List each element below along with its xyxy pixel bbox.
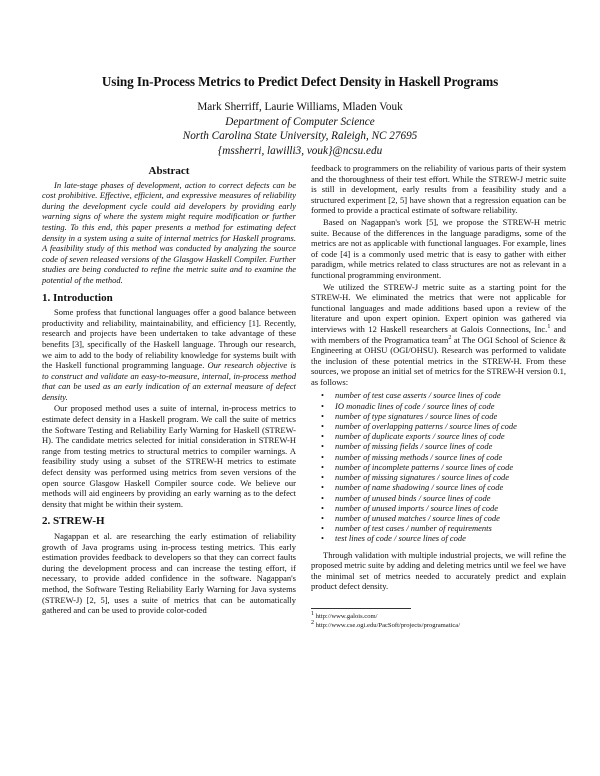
metrics-list [311,390,566,543]
list-item [321,523,566,533]
list-item [321,390,566,400]
bullet: • [321,421,324,432]
abstract-heading: Abstract [148,165,190,177]
list-item [321,493,566,503]
author-emails: {mssherri, lawilli3, vouk}@ncsu.edu [217,144,383,157]
bullet: • [321,533,324,544]
intro-p1-text: Some profess that functional languages offer a good balance between productivity and reliability, maintainability, and efficiency [1]. Recently, research and projects have been undertaken to take advantage of these benefits [3], specifically of the Haskell language. Through our research, we aim to add to the body of reliability knowledge for systems built with the Haskell functional programming language. [42,307,296,371]
list-item [321,533,566,543]
metric-text: number of missing fields / source lines of code [335,441,493,452]
footnote-ref-2: 2 [448,334,452,341]
footnote-mark: 2 [311,620,314,627]
p3-text-c: at The OGI School of Science & Engineering at OHSU (OGI/OHSU). Research was performed to validate the inclusion of these potential metrics in the STREW-H. From these sources, we propose an initial set of metrics for the STREW-H version 0.1, as follows: [311,334,566,387]
metric-text: number of unused binds / source lines of code [335,492,491,503]
bullet: • [321,410,324,421]
list-item [321,441,566,451]
list-item [321,431,566,441]
footnote-1 [311,610,566,621]
paper-title: Using In-Process Metrics to Predict Defect Density in Haskell Programs [101,74,499,89]
metric-text: number of test case asserts / source lines of code [335,390,501,401]
list-item [321,421,566,431]
p3-text-a: We utilized the STREW-J metric suite as a starting point for the STREW-H. We eliminated the metrics that were not applicable for functional languages and made additions based upon a review of the literature and upon expert opinion. Expert opinion was gathered via interviews with 12 Haskell researchers at Galois Connections, Inc. [311,281,566,334]
university: North Carolina State University, Raleigh, NC 27695 [182,130,418,142]
bullet: • [321,502,324,513]
strewh-paragraph-3 [311,282,566,388]
intro-paragraph-1 [42,307,296,402]
bullet: • [321,472,324,483]
list-item [321,401,566,411]
author-block [0,100,600,158]
footnote-mark: 1 [311,610,314,617]
intro-paragraph-2: Our proposed method uses a suite of internal, in-process metrics to estimate defect density in a Haskell program. We call the suite of metrics the Software Testing and Reliability Early Warning for Haskell (STREW-H). The candidate metrics selected for initial consideration in STREW-H range from testing metrics to structural metrics to compiler warnings. A feasibility study using a subset of the STREW-H metrics to estimate defect density was performed using metrics from seven versions of the open source Glasgow Haskell Compiler source code. We believe our methods will aid engineers by providing an early warning as to the defect density that might be within their system. [42,403,296,509]
metric-text: number of missing signatures / source lines of code [335,472,510,483]
abstract-text: In late-stage phases of development, action to correct defects can be cost prohibitive. Effective, efficient, and expressive measures of reliability during the development cycle could aid developers by providing early warning signs of where the system might require modification or further testing. To this end, this paper presents a method for estimating defect density in a system using a suite of internal metrics for Haskell programs. A feasibility study of this method was conducted by analyzing the source code of seven released versions of the Glasgow Haskell Compiler. Further studies are being conducted to refine the metric suite and to examine the potential of the method. [42,179,296,285]
footnote-url: http://www.galois.com/ [314,612,378,620]
author-names: Mark Sherriff, Laurie Williams, Mladen Vouk [197,101,403,113]
bullet: • [321,431,324,442]
bullet: • [321,441,324,452]
introduction-heading: 1. Introduction [42,291,113,304]
bullet: • [321,512,324,523]
bullet: • [321,523,324,534]
department: Department of Computer Science [225,115,375,128]
metric-text: number of missing methods / source lines of code [335,451,503,462]
metric-text: number of unused matches / source lines of code [335,512,500,523]
metric-text: test lines of code / source lines of code [335,533,466,544]
bullet: • [321,482,324,493]
bullet: • [321,451,324,462]
footnote-ref-1: 1 [547,324,551,331]
list-item [321,513,566,523]
strewh-paragraph-4: Through validation with multiple industrial projects, we will refine the proposed metric suite by adding and deleting metrics until we feel we have the minimal set of metrics needed to accurately predict and explain product defect density. [311,549,566,592]
list-item [321,482,566,492]
footnote-divider [311,608,411,609]
right-column [311,163,566,632]
metric-text: IO monadic lines of code / source lines of code [335,400,495,411]
p3-text-b: and with members of the Programatica team [311,323,566,345]
research-objective: Our research objective is to construct and validate an easy-to-measure, internal, in-process method that can be used as an early indication of an external measure of defect density. [42,360,296,402]
metric-text: number of unused imports / source lines of code [335,502,499,513]
list-item [321,452,566,462]
strewh-paragraph-1-continued: feedback to programmers on the reliability of various parts of their system and the thoroughness of their test effort. While the STREW-J metric suite is still in development, early results from a feasibility study and a structured experiment [2, 5] have shown that a regression equation can be formed to provide a practical estimate of software reliability. [311,163,566,216]
metric-text: number of incomplete patterns / source lines of code [335,461,514,472]
metric-text: number of test cases / number of requirements [335,523,492,534]
list-item [321,472,566,482]
footnote-2 [311,622,566,630]
strewh-heading: 2. STREW-H [42,515,105,528]
list-item [321,503,566,513]
bullet: • [321,492,324,503]
metric-text: number of overlapping patterns / source lines of code [335,421,517,432]
bullet: • [321,390,324,401]
bullet: • [321,461,324,472]
list-item [321,462,566,472]
strewh-paragraph-2: Based on Nagappan's work [5], we propose the STREW-H metric suite. Because of the differences in the language paradigms, some of the metrics are not as applicable with functional languages. For example, lines of code [4] is a commonly used metric that is easy to gather with either paradigm, while metrics related to class structures are not as relevant in a functional programming environment. [311,216,566,280]
footnote-url: http://www.cse.ogi.edu/PacSoft/projects/programatica/ [314,622,461,630]
metric-text: number of name shadowing / source lines of code [335,482,504,493]
left-column [42,166,296,617]
list-item [321,411,566,421]
metric-text: number of duplicate exports / source lines of code [335,431,505,442]
bullet: • [321,400,324,411]
metric-text: number of type signatures / source lines of code [335,410,498,421]
strewh-paragraph-1: Nagappan et al. are researching the early estimation of reliability growth of Java programs using in-process testing metrics. This early estimation provides feedback to developers so that they can correct faults during the development process and can increase the testing effort, if necessary, to provide added confidence in the software. Nagappan's method, the Software Testing Reliability Early Warning for Java systems (STREW-J) [2, 5], uses a suite of metrics that can be automatically gathered and can be used to provide color-coded [42,531,296,616]
